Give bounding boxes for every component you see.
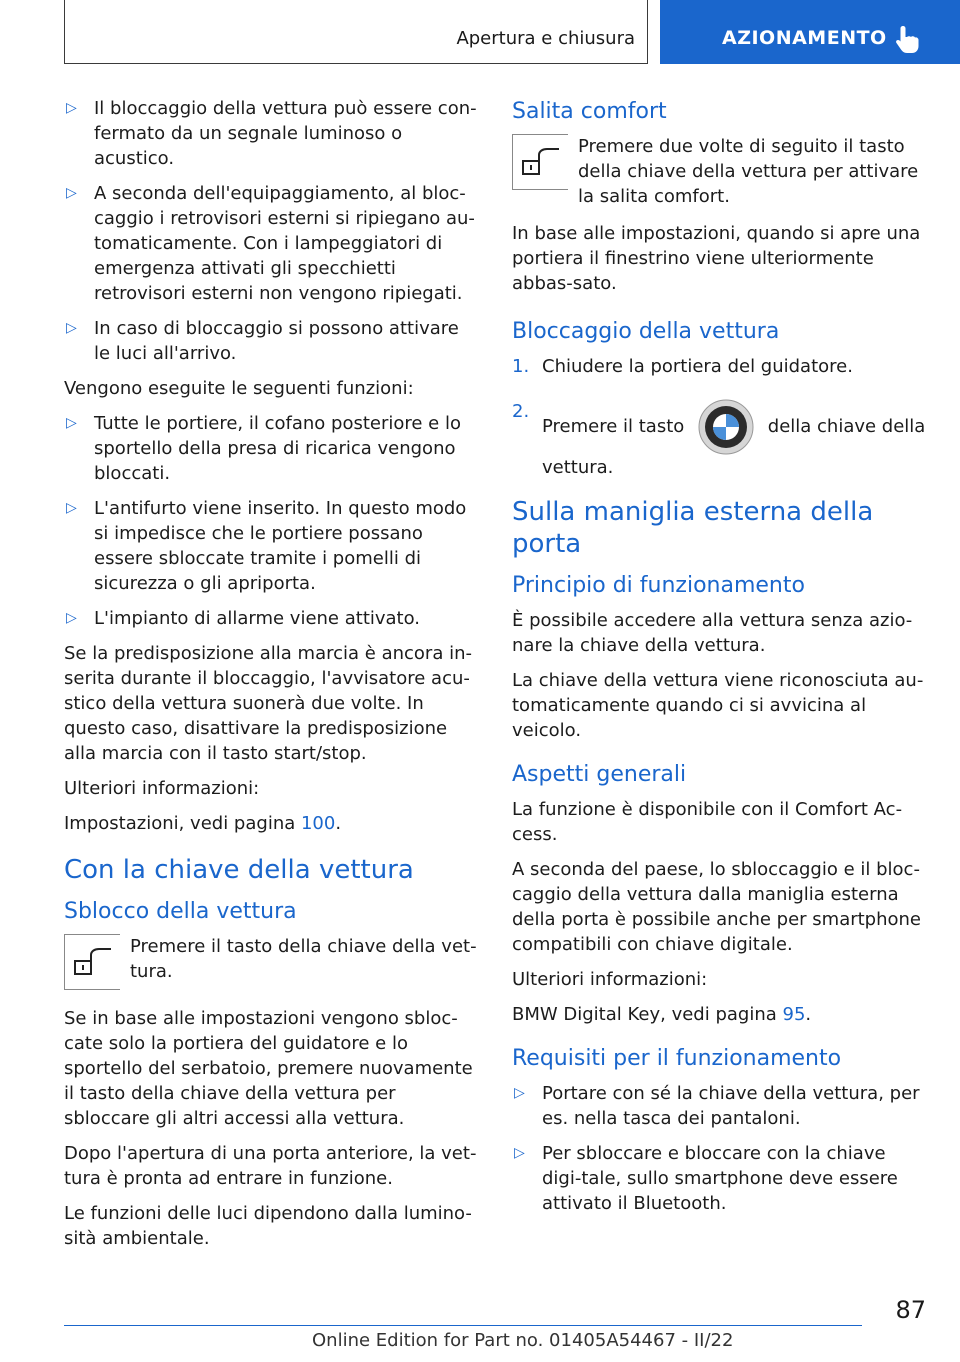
settings-paragraph: Se in base alle impostazioni vengono sbloc-cate solo la portiera del guidatore e lo sportello del serbatoio, premere nuovamente il tasto della chiave della vettura per sbloccare gli altri accessi alla vettura. — [64, 1008, 473, 1129]
pointing-hand-icon — [894, 24, 920, 54]
list-item: ▷ In caso di bloccaggio si possono attivare le luci all'arrivo. — [66, 318, 459, 364]
digital-key-reference: BMW Digital Key, vedi pagina 95. — [512, 1004, 812, 1025]
general-paragraph-2: A seconda del paese, lo sbloccaggio e il bloc-caggio della vettura dalla maniglia esterna della porta è possibile anche per smartphone compatibili con chiave digitale. — [512, 859, 922, 955]
triangle-bullet-icon: ▷ — [66, 610, 77, 626]
more-info-label: Ulteriori informazioni: — [512, 969, 708, 990]
heading-lock: Bloccaggio della vettura — [512, 319, 780, 344]
unlock-key-button-icon — [64, 934, 120, 990]
footer-edition: Online Edition for Part no. 01405A54467 - II/22 — [312, 1330, 734, 1351]
page-number: 87 — [895, 1296, 926, 1324]
list-item: ▷ Tutte le portiere, il cofano posteriore e lo sportello della presa di ricarica vengono bloccati. — [66, 413, 461, 484]
settings-reference: Impostazioni, vedi pagina 100. — [64, 813, 342, 834]
digital-key-page-link[interactable]: 95 — [782, 1004, 806, 1025]
preparation-paragraph: Se la predisposizione alla marcia è ancora in-serita durante il bloccaggio, l'avvisatore acu-stico della vettura suonerà due volte. In questo caso, disattivare la predisposizione alla marcia con il tasto start/stop. — [64, 643, 472, 764]
list-item: ▷ Il bloccaggio della vettura può essere con-fermato da un segnale luminoso o acustico. — [66, 98, 477, 169]
heading-comfort-entry: Salita comfort — [512, 99, 667, 124]
triangle-bullet-icon: ▷ — [514, 1085, 525, 1101]
list-item: ▷ A seconda dell'equipaggiamento, al bloc-caggio i retrovisori esterni si ripiegano au-tomaticamente. Con i lampeggiatori di emergenza attivati gli specchietti retrovisori esterni non vengono ripiegati. — [66, 183, 475, 304]
lights-paragraph: Le funzioni delle luci dipendono dalla lumino-sità ambientale. — [64, 1203, 472, 1249]
header-section-title: Apertura e chiusura — [456, 28, 635, 49]
settings-page-link[interactable]: 100 — [300, 813, 336, 834]
heading-requirements: Requisiti per il funzionamento — [512, 1046, 842, 1071]
heading-door-handle: Sulla maniglia esterna della porta — [512, 497, 874, 559]
left-column — [64, 96, 478, 1261]
comfort-text: Premere due volte di seguito il tasto della chiave della vettura per attivare la salita comfort. — [578, 136, 919, 207]
list-item: ▷ L'antifurto viene inserito. In questo modo si impedisce che le portiere possano essere sbloccate tramite i pomelli di sicurezza o gli apriporta. — [66, 498, 467, 594]
comfort-paragraph: In base alle impostazioni, quando si apre una portiera il finestrino viene ulteriormente abbas-sato. — [512, 223, 921, 294]
triangle-bullet-icon: ▷ — [66, 415, 77, 431]
more-info-label: Ulteriori informazioni: — [64, 778, 260, 799]
unlock-instruction — [64, 934, 478, 994]
triangle-bullet-icon: ▷ — [66, 500, 77, 516]
comfort-instruction — [512, 134, 926, 209]
list-item: ▷ L'impianto di allarme viene attivato. — [66, 608, 421, 629]
right-column — [512, 96, 926, 1226]
triangle-bullet-icon: ▷ — [66, 185, 77, 201]
heading-general: Aspetti generali — [512, 762, 687, 787]
principle-paragraph-2: La chiave della vettura viene riconosciuta au-tomaticamente quando ci si avvicina al veicolo. — [512, 670, 924, 741]
triangle-bullet-icon: ▷ — [66, 100, 77, 116]
list-item: 2. Premere il tasto della chiave della vettura. — [512, 401, 926, 478]
door-paragraph: Dopo l'apertura di una porta anteriore, la vet-tura è pronta ad entrare in funzione. — [64, 1143, 477, 1189]
heading-principle: Principio di funzionamento — [512, 573, 805, 598]
principle-paragraph-1: È possibile accedere alla vettura senza azio-nare la chiave della vettura. — [512, 610, 913, 656]
bmw-key-button-icon — [698, 399, 754, 455]
triangle-bullet-icon: ▷ — [66, 320, 77, 336]
heading-unlock: Sblocco della vettura — [64, 899, 297, 924]
list-item: 1. Chiudere la portiera del guidatore. — [512, 356, 853, 377]
heading-with-key: Con la chiave della vettura — [64, 855, 414, 885]
header-section-box — [64, 0, 648, 64]
list-item: ▷ Portare con sé la chiave della vettura, per es. nella tasca dei pantaloni. — [514, 1083, 920, 1129]
header-chapter-box — [660, 0, 960, 64]
functions-intro: Vengono eseguite le seguenti funzioni: — [64, 378, 414, 399]
unlock-text: Premere il tasto della chiave della vet-tura. — [130, 936, 477, 982]
unlock-key-button-icon — [512, 134, 568, 190]
footer-divider — [64, 1325, 862, 1326]
general-paragraph-1: La funzione è disponibile con il Comfort Ac-cess. — [512, 799, 903, 845]
header-chapter-title: AZIONAMENTO — [722, 27, 887, 49]
triangle-bullet-icon: ▷ — [514, 1145, 525, 1161]
list-item: ▷ Per sbloccare e bloccare con la chiave digi-tale, sullo smartphone deve essere attivato il Bluetooth. — [514, 1143, 898, 1214]
